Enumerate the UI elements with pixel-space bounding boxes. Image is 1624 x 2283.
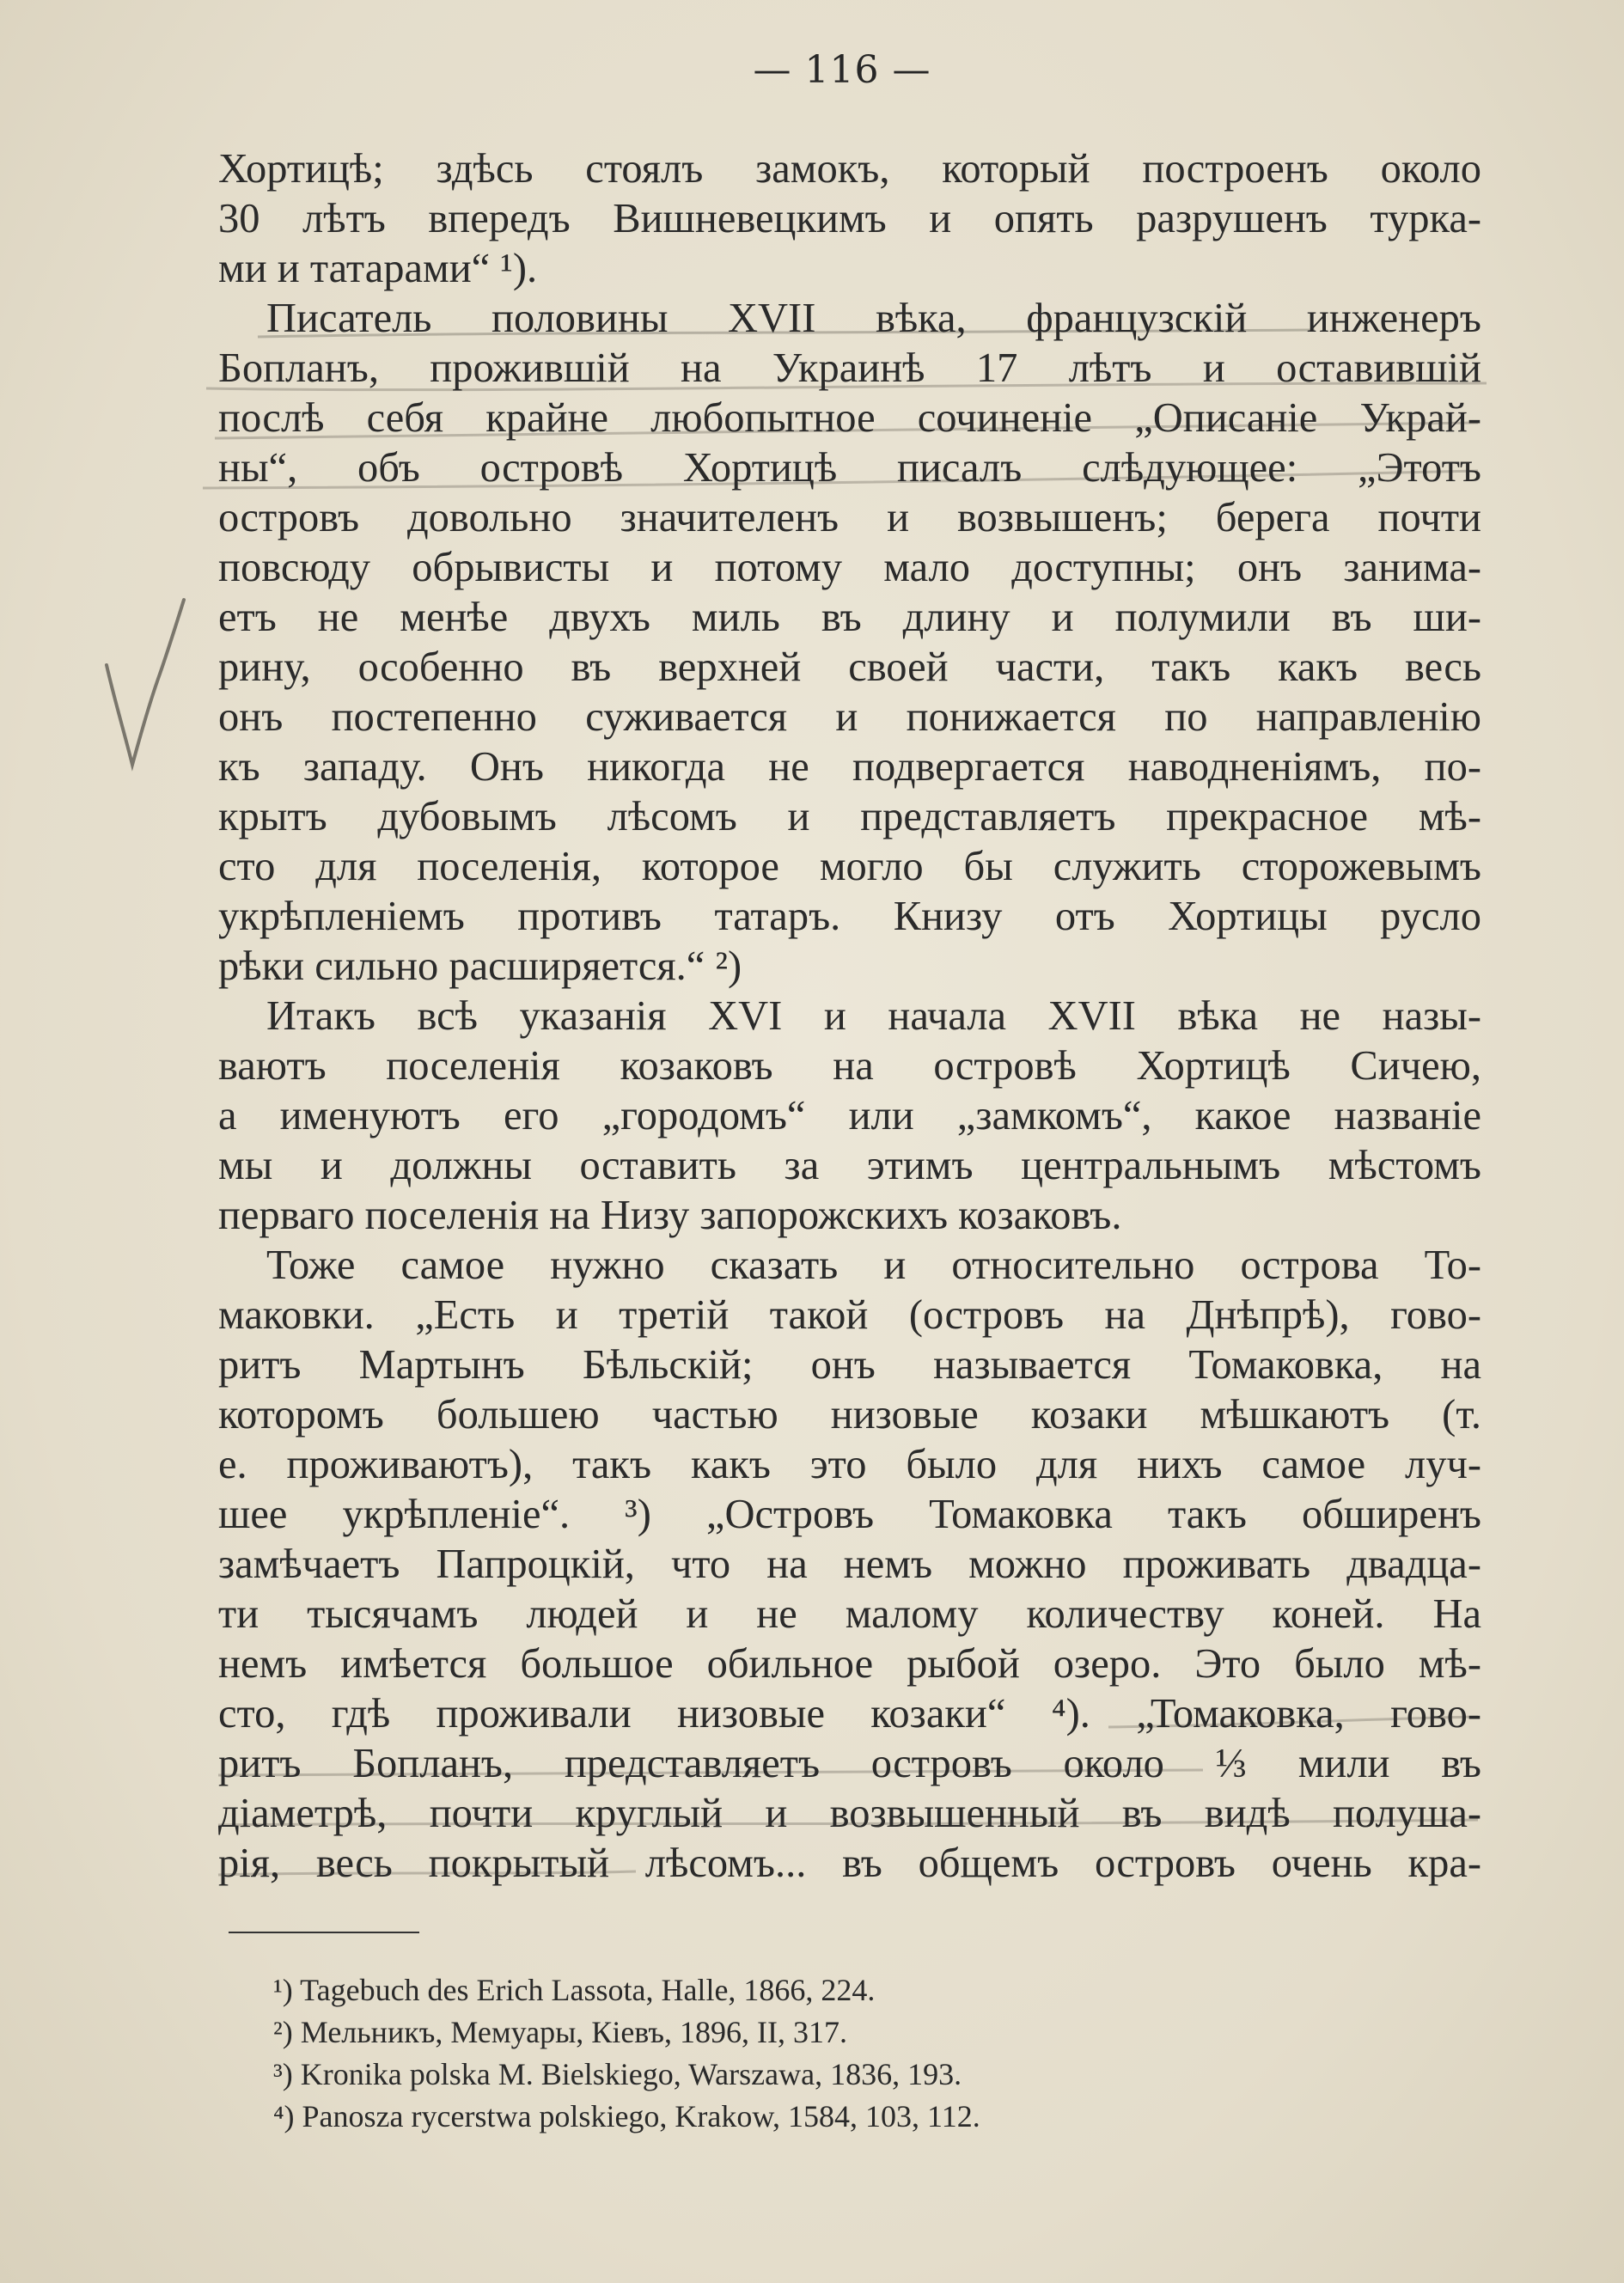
text-line: е. проживаютъ), такъ какъ это было для нихъ самое луч- <box>218 1442 1481 1487</box>
text-line: шее укрѣпленіе“. ³) „Островъ Томаковка такъ обширенъ <box>218 1492 1481 1537</box>
text-line: послѣ себя крайне любопытное сочиненіе „Описаніе Украй- <box>218 395 1481 441</box>
text-line: Бопланъ, прожившій на Украинѣ 17 лѣтъ и оставившій <box>218 345 1481 391</box>
footnote-separator <box>229 1932 419 1933</box>
text-line: ны“, объ островѣ Хортицѣ писалъ слѣдующее: „Этотъ <box>218 445 1481 491</box>
text-line: немъ имѣется большое обильное рыбой озеро. Это было мѣ- <box>218 1641 1481 1687</box>
text-line: онъ постепенно суживается и понижается по направленію <box>218 694 1481 740</box>
text-line: маковки. „Есть и третій такой (островъ на Днѣпрѣ), гово- <box>218 1292 1481 1338</box>
text-line: сто для поселенія, которое могло бы служить сторожевымъ <box>218 844 1481 889</box>
text-line: Хортицѣ; здѣсь стоялъ замокъ, который построенъ около <box>218 146 1481 192</box>
text-line: ти тысячамъ людей и не малому количеству коней. На <box>218 1591 1481 1637</box>
text-line: Писатель половины XVII вѣка, французскій инженеръ <box>266 296 1481 341</box>
text-line: а именуютъ его „городомъ“ или „замкомъ“, какое названіе <box>218 1093 1481 1138</box>
footnote: ³) Kronika polska M. Bielskiego, Warszawa, 1836, 193. <box>273 2057 962 2091</box>
text-line: діаметрѣ, почти круглый и возвышенный въ видѣ полуша- <box>218 1791 1481 1836</box>
text-line: рѣки сильно расширяется.“ ²) <box>218 943 742 989</box>
handwritten-check-mark <box>95 593 189 791</box>
text-line: укрѣпленіемъ противъ татаръ. Книзу отъ Хортицы русло <box>218 894 1481 939</box>
text-line: замѣчаетъ Папроцкій, что на немъ можно проживать двадца- <box>218 1541 1481 1587</box>
text-line: къ западу. Онъ никогда не подвергается наводненіямъ, по- <box>218 744 1481 790</box>
text-line: Итакъ всѣ указанія XVI и начала XVII вѣка не назы- <box>266 993 1481 1039</box>
paragraph-beauplan <box>218 294 1481 992</box>
paragraph-continuation <box>218 144 1481 294</box>
text-line: ритъ Мартынъ Бѣльскій; онъ называется Томаковка, на <box>218 1342 1481 1388</box>
paragraph-conclusion <box>218 992 1481 1241</box>
text-line: которомъ большею частью низовые козаки мѣшкаютъ (т. <box>218 1392 1481 1438</box>
text-line: повсюду обрывисты и потому мало доступны; онъ занима- <box>218 545 1481 590</box>
footnote: ¹) Tagebuch des Erich Lassota, Halle, 1866, 224. <box>273 1973 876 2007</box>
text-line: Тоже самое нужно сказать и относительно острова То- <box>266 1242 1481 1288</box>
text-line: ритъ Бопланъ, представляетъ островъ около ⅓ мили въ <box>218 1741 1481 1786</box>
text-line: перваго поселенія на Низу запорожскихъ козаковъ. <box>218 1193 1122 1238</box>
page-number: — 116 — <box>753 48 931 92</box>
paragraph-tomakovka <box>218 1241 1481 1889</box>
text-line: островъ довольно значителенъ и возвышенъ; берега почти <box>218 495 1481 540</box>
footnotes <box>273 1969 980 2138</box>
main-text <box>218 144 1481 1889</box>
text-line: рину, особенно въ верхней своей части, такъ какъ весь <box>218 644 1481 690</box>
text-line: мы и должны оставить за этимъ центральнымъ мѣстомъ <box>218 1143 1481 1188</box>
text-line: 30 лѣтъ впередъ Вишневецкимъ и опять разрушенъ турка- <box>218 196 1481 241</box>
text-line: ми и татарами“ ¹). <box>218 246 538 291</box>
text-line: ваютъ поселенія козаковъ на островѣ Хортицѣ Сичею, <box>218 1043 1481 1089</box>
footnote: ⁴) Panosza rycerstwa polskiego, Krakow, 1584, 103, 112. <box>273 2099 980 2133</box>
footnote: ²) Мельникъ, Мемуары, Кіевъ, 1896, II, 317. <box>273 2015 847 2049</box>
text-line: крытъ дубовымъ лѣсомъ и представляетъ прекрасное мѣ- <box>218 794 1481 839</box>
text-line: сто, гдѣ проживали низовые козаки“ ⁴). „Томаковка, гово- <box>218 1691 1481 1737</box>
text-line: рія, весь покрытый лѣсомъ... въ общемъ островъ очень кра- <box>218 1840 1481 1886</box>
text-line: етъ не менѣе двухъ миль въ длину и полумили въ ши- <box>218 595 1481 640</box>
